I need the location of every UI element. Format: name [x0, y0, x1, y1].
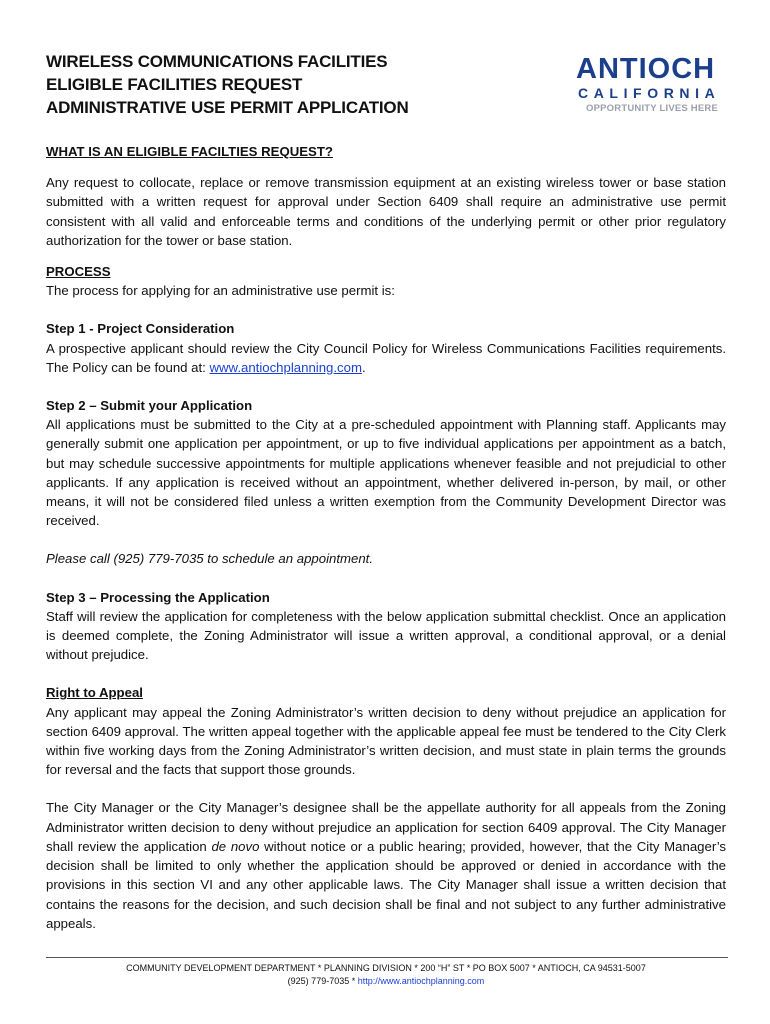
footer-divider: [46, 957, 728, 958]
footer-contact: [46, 975, 726, 988]
paragraph-what: Any request to collocate, replace or remove transmission equipment at an existing wireless tower or base station submitted with a written request for approval under Section 6409 shall require an administrative use permit consistent with all valid and enforceable terms and conditions of the underlying permit or other prior regulatory authorization for the tower or base station.: [46, 175, 726, 248]
title-line-2: ELIGIBLE FACILITIES REQUEST: [46, 75, 303, 94]
appeal-heading: Right to Appeal: [46, 685, 143, 701]
logo-name: ANTIOCH: [576, 53, 716, 85]
document-title: [46, 50, 546, 119]
manager-text-a: The City Manager or the City Manager’s designee shall be the appellate authority for all appeals from the Zoning Administrator written decision to deny without prejudice an application for section 6409 approval. The City Manager shall review the application: [46, 800, 726, 854]
manager-de-novo: de novo: [211, 838, 260, 854]
footer-address: COMMUNITY DEVELOPMENT DEPARTMENT * PLANNING DIVISION * 200 “H” ST * PO BOX 5007 * ANTIOCH, CA 94531-5007: [126, 963, 646, 973]
step1-text: A prospective applicant should review the City Council Policy for Wireless Communications Facilities requirements. The Policy can be found at:: [46, 340, 726, 375]
paragraph-step3: Staff will review the application for completeness with the below application submittal checklist. Once an application is deemed complete, the Zoning Administrator will issue a written approval, a conditional approval, or a denial without prejudice.: [46, 608, 726, 663]
step1-heading: Step 1 - Project Consideration: [46, 321, 235, 337]
logo-tagline: OPPORTUNITY LIVES HERE: [586, 103, 718, 114]
step2-heading: Step 2 – Submit your Application: [46, 398, 253, 414]
title-line-3: ADMINISTRATIVE USE PERMIT APPLICATION: [46, 98, 409, 117]
paragraph-process-intro: The process for applying for an administrative use permit is:: [46, 283, 395, 299]
section-heading-what: WHAT IS AN ELIGIBLE FACILTIES REQUEST?: [46, 144, 333, 159]
appointment-note: Please call (925) 779-7035 to schedule an appointment.: [46, 551, 373, 567]
antioch-logo: [576, 54, 728, 120]
logo-state: CALIFORNIA: [578, 85, 721, 101]
page-footer: [46, 962, 726, 988]
section-heading-process: PROCESS: [46, 264, 111, 280]
document-body: [46, 142, 726, 933]
paragraph-step2: All applications must be submitted to the City at a pre-scheduled appointment with Planning staff. Applicants may generally submit one application per appointment, or up to five individual applications per appointment as a batch, but may schedule successive appointments for multiple applications whenever feasible and not prejudicial to other applicants. If any application is received without an appointment, whether delivered in-person, by mail, or other means, it will not be considered filed unless a written exemption from the Community Development Director was received.: [46, 417, 726, 529]
paragraph-appeal: Any applicant may appeal the Zoning Administrator’s written decision to deny without prejudice an application for section 6409 approval. The written appeal together with the applicable appeal fee must be tendered to the City Clerk within five working days from the Zoning Administrator’s written decision, and must state in plain terms the grounds for reversal and the facts that support those grounds.: [46, 704, 726, 778]
paragraph-step1: [46, 339, 726, 377]
footer-phone: (925) 779-7035 *: [287, 976, 358, 986]
manager-text-b: without notice or a public hearing; provided, however, that the City Manager’s decision shall be limited to only whether the application should be approved or denied in accordance with the provisions in this section VI and any other applicable laws. The City Manager shall issue a written decision that contains the reasons for the decision, and such decision shall be final and not subject to any further administrative appeals.: [46, 838, 726, 931]
footer-website-link[interactable]: http://www.antiochplanning.com: [357, 976, 485, 986]
step3-heading: Step 3 – Processing the Application: [46, 589, 270, 605]
antiochplanning-link[interactable]: www.antiochplanning.com: [209, 359, 362, 375]
title-line-1: WIRELESS COMMUNICATIONS FACILITIES: [46, 52, 388, 71]
paragraph-city-manager: [46, 798, 726, 932]
step1-period: .: [361, 359, 366, 375]
